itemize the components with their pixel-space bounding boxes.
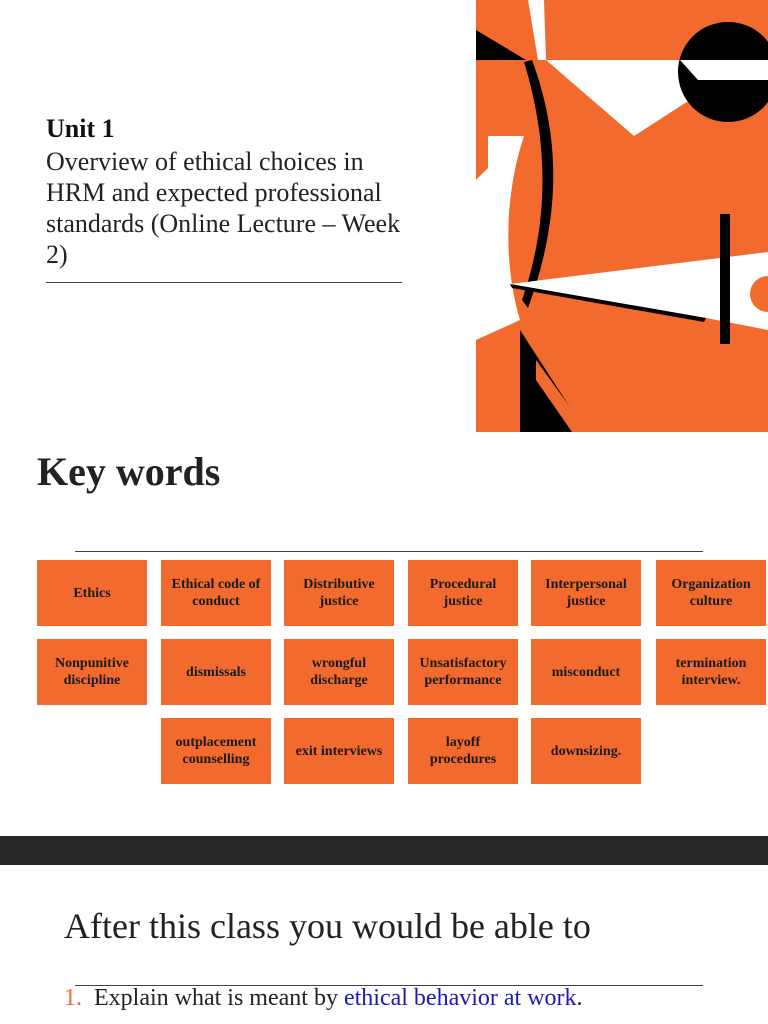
keyword-tile: Nonpunitive discipline bbox=[37, 639, 147, 705]
keywords-slide bbox=[0, 432, 768, 836]
keyword-tile: termination interview. bbox=[656, 639, 766, 705]
unit-title: Unit 1 bbox=[46, 114, 115, 143]
title-slide bbox=[0, 0, 768, 432]
keyword-tile: outplacement counselling bbox=[161, 718, 271, 784]
objective-number: 1. bbox=[64, 985, 82, 1011]
keyword-tile: dismissals bbox=[161, 639, 271, 705]
keyword-tile: misconduct bbox=[531, 639, 641, 705]
objectives-slide bbox=[0, 865, 768, 1024]
keyword-tile: Organization culture bbox=[656, 560, 766, 626]
keywords-divider bbox=[75, 551, 703, 552]
objective-item bbox=[64, 985, 583, 1012]
keyword-tile: Ethical code of conduct bbox=[161, 560, 271, 626]
title-divider bbox=[46, 282, 402, 283]
keyword-tile: wrongful discharge bbox=[284, 639, 394, 705]
keyword-tile: exit interviews bbox=[284, 718, 394, 784]
keyword-tile: Distributive justice bbox=[284, 560, 394, 626]
objective-text: Explain what is meant by bbox=[94, 985, 344, 1011]
objective-highlight: ethical behavior at work bbox=[343, 985, 577, 1011]
keyword-tile: layoff procedures bbox=[408, 718, 518, 784]
abstract-art-image bbox=[476, 0, 768, 432]
objectives-title: After this class you would be able to bbox=[64, 906, 591, 946]
unit-subtitle: Overview of ethical choices in HRM and expected professional standards (Online Lecture – Week 2) bbox=[46, 147, 401, 269]
keyword-tile: downsizing. bbox=[531, 718, 641, 784]
keyword-tile: Unsatisfactory performance bbox=[408, 639, 518, 705]
objective-suffix: . bbox=[576, 985, 583, 1011]
keyword-tile: Ethics bbox=[37, 560, 147, 626]
keywords-title: Key words bbox=[37, 449, 221, 494]
slide-separator-band bbox=[0, 836, 768, 865]
keyword-tile: Interpersonal justice bbox=[531, 560, 641, 626]
keyword-tile: Procedural justice bbox=[408, 560, 518, 626]
